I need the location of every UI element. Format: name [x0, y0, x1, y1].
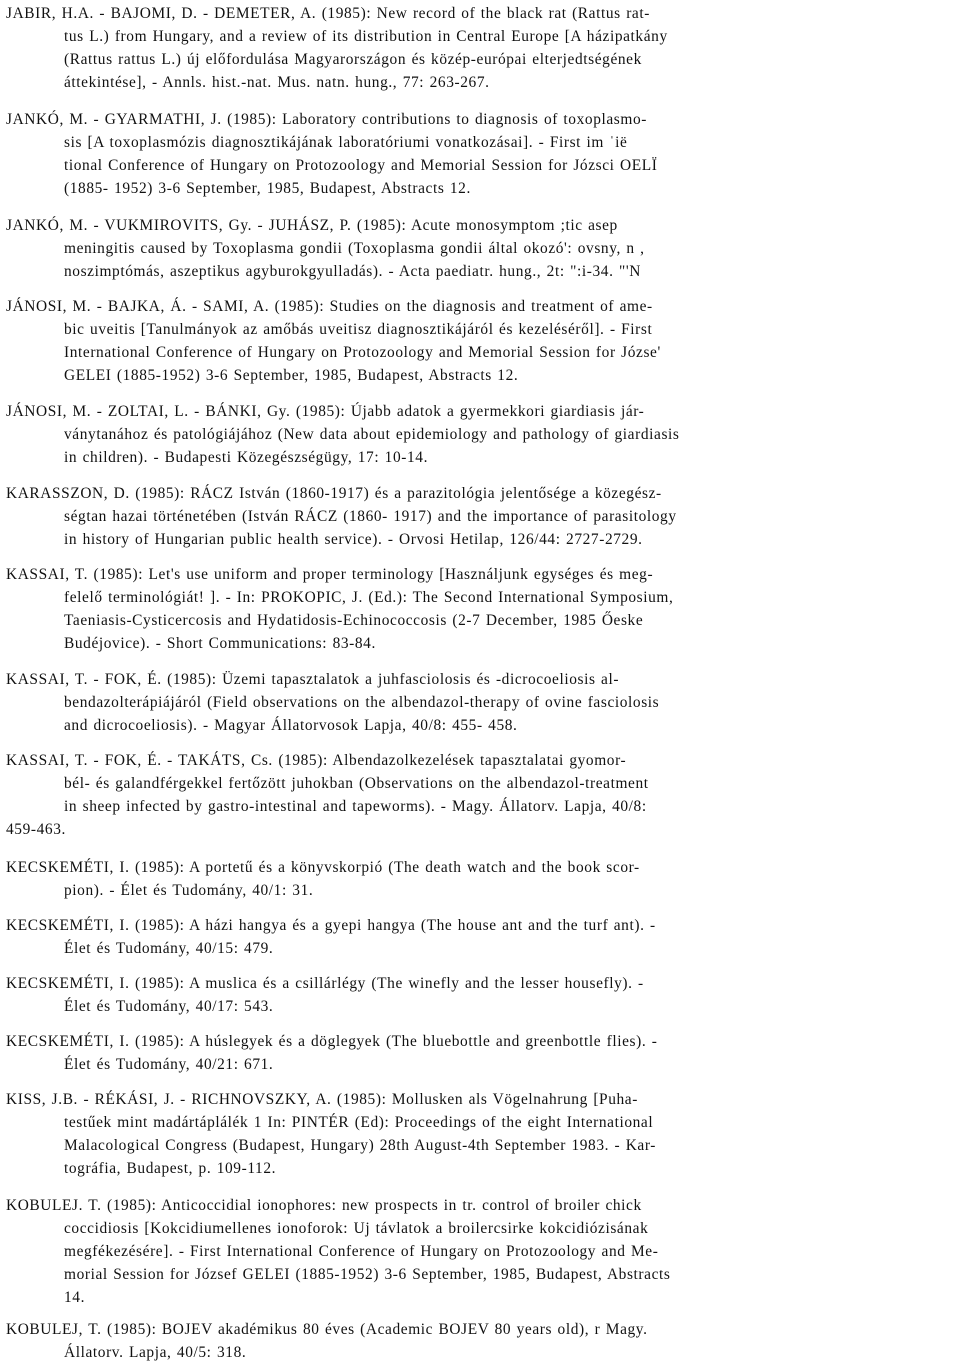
entry-line: KASSAI, T. - FOK, É. - TAKÁTS, Cs. (1985): Albendazolkezelések tapasztalatai gyomor-: [6, 752, 627, 769]
entry-line: International Conference of Hungary on Protozoology and Memorial Session for Józse': [64, 344, 661, 361]
entry-line: ségtan hazai történetében (István RÁCZ (1860- 1917) and the importance of parasitology: [64, 508, 677, 525]
entry-line: (1885- 1952) 3-6 September, 1985, Budapest, Abstracts 12.: [64, 180, 471, 197]
entry-line: KASSAI, T. - FOK, É. (1985): Üzemi tapasztalatok a juhfasciolosis és -dicrocoeliosis al-: [6, 671, 620, 688]
entry-line: Budéjovice). - Short Communications: 83-84.: [64, 635, 376, 652]
entry-line: KASSAI, T. (1985): Let's use uniform and proper terminology [Használjunk egységes és meg-: [6, 566, 654, 583]
entry-line: JANKÓ, M. - VUKMIROVITS, Gy. - JUHÁSZ, P. (1985): Acute monosymptom ;tic asep: [6, 217, 618, 234]
entry-line: in sheep infected by gastro-intestinal and tapeworms). - Magy. Állatorv. Lapja, 40/8:: [64, 798, 647, 815]
entry-line: KARASSZON, D. (1985): RÁCZ István (1860-1917) és a parazitológia jelentősége a közegész-: [6, 485, 662, 502]
entry-line: áttekintése], - Annls. hist.-nat. Mus. natn. hung., 77: 263-267.: [64, 74, 490, 91]
entry-line: meningitis caused by Toxoplasma gondii (Toxoplasma gondii által okozó': ovsny, n ,: [64, 240, 645, 257]
entry-line: 14.: [64, 1289, 86, 1306]
entry-line: Állatorv. Lapja, 40/5: 318.: [64, 1344, 247, 1361]
entry-line: bendazolterápiájáról (Field observations on the albendazol-therapy of ovine fasciolosis: [64, 694, 660, 711]
entry-line: KECSKEMÉTI, I. (1985): A portetű és a könyvskorpió (The death watch and the book scor-: [6, 859, 640, 876]
entry-line: KECSKEMÉTI, I. (1985): A házi hangya és a gyepi hangya (The house ant and the turf ant). -: [6, 917, 656, 934]
entry-line: morial Session for József GELEI (1885-1952) 3-6 September, 1985, Budapest, Abstracts: [64, 1266, 671, 1283]
entry-line: coccidiosis [Kokcidiumellenes ionoforok: Uj távlatok a broilercsirke kokcidiózisának: [64, 1220, 649, 1237]
entry-line: KOBULEJ. T. (1985): Anticoccidial ionophores: new prospects in tr. control of broiler chick: [6, 1197, 642, 1214]
entry-line: in children). - Budapesti Közegészségügy, 17: 10-14.: [64, 449, 429, 466]
entry-line: JANKÓ, M. - GYARMATHI, J. (1985): Laboratory contributions to diagnosis of toxoplasmo-: [6, 111, 647, 128]
entry-line: pion). - Élet és Tudomány, 40/1: 31.: [64, 882, 314, 899]
entry-line: 459-463.: [6, 821, 66, 838]
entry-line: KISS, J.B. - RÉKÁSI, J. - RICHNOVSZKY, A. (1985): Mollusken als Vögelnahrung [Puha-: [6, 1091, 638, 1108]
entry-line: JÁNOSI, M. - ZOLTAI, L. - BÁNKI, Gy. (1985): Újabb adatok a gyermekkori giardiasis jár-: [6, 403, 645, 420]
entry-line: KECSKEMÉTI, I. (1985): A muslica és a csillárlégy (The winefly and the lesser housefly). -: [6, 975, 644, 992]
entry-line: Élet és Tudomány, 40/21: 671.: [64, 1056, 274, 1073]
entry-line: Élet és Tudomány, 40/17: 543.: [64, 998, 274, 1015]
entry-line: and dicrocoeliosis). - Magyar Állatorvosok Lapja, 40/8: 455- 458.: [64, 717, 518, 734]
entry-line: bic uveitis [Tanulmányok az amőbás uveitisz diagnosztikájáról és kezeléséről]. - First: [64, 321, 653, 338]
entry-line: megfékezésére]. - First International Conference of Hungary on Protozoology and Me-: [64, 1243, 659, 1260]
entry-line: JÁNOSI, M. - BAJKA, Á. - SAMI, A. (1985): Studies on the diagnosis and treatment of ame-: [6, 298, 653, 315]
entry-line: GELEI (1885-1952) 3-6 September, 1985, Budapest, Abstracts 12.: [64, 367, 519, 384]
entry-line: (Rattus rattus L.) új előfordulása Magyarországon és közép-európai elterjedtségének: [64, 51, 642, 68]
entry-line: testűek mint madártáplálék 1 In: PINTÉR (Ed): Proceedings of the eight International: [64, 1114, 654, 1131]
entry-line: Élet és Tudomány, 40/15: 479.: [64, 940, 274, 957]
entry-line: KECSKEMÉTI, I. (1985): A húslegyek és a döglegyek (The bluebottle and greenbottle flies). -: [6, 1033, 658, 1050]
entry-line: noszimptómás, aszeptikus agyburokgyulladás). - Acta paediatr. hung., 2t: ":i-34. "'N: [64, 263, 641, 280]
entry-line: Taeniasis-Cysticercosis and Hydatidosis-Echinococcosis (2-7 December, 1985 Őeske: [64, 612, 644, 629]
entry-line: JABIR, H.A. - BAJOMI, D. - DEMETER, A. (1985): New record of the black rat (Rattus rat-: [6, 5, 650, 22]
entry-line: tional Conference of Hungary on Protozoology and Memorial Session for Józsci OELÏ: [64, 157, 658, 174]
entry-line: KOBULEJ, T. (1985): BOJEV akadémikus 80 éves (Academic BOJEV 80 years old), r Magy.: [6, 1321, 648, 1338]
entry-line: tus L.) from Hungary, and a review of its distribution in Central Europe [A házipatkány: [64, 28, 668, 45]
entry-line: ványtanához és patológiájához (New data about epidemiology and pathology of giardiasis: [64, 426, 680, 443]
entry-line: Malacological Congress (Budapest, Hungary) 28th August-4th September 1983. - Kar-: [64, 1137, 657, 1154]
entry-line: in history of Hungarian public health service). - Orvosi Hetilap, 126/44: 2727-2729.: [64, 531, 643, 548]
entry-line: felelő terminológiát! ]. - In: PROKOPIC, J. (Ed.): The Second International Symposium,: [64, 589, 674, 606]
entry-line: tográfia, Budapest, p. 109-112.: [64, 1160, 277, 1177]
entry-line: sis [A toxoplasmózis diagnosztikájának laboratóriumi vonatkozásai]. - First im ˈië: [64, 134, 628, 151]
entry-line: bél- és galandférgekkel fertőzött juhokban (Observations on the albendazol-treatment: [64, 775, 649, 792]
